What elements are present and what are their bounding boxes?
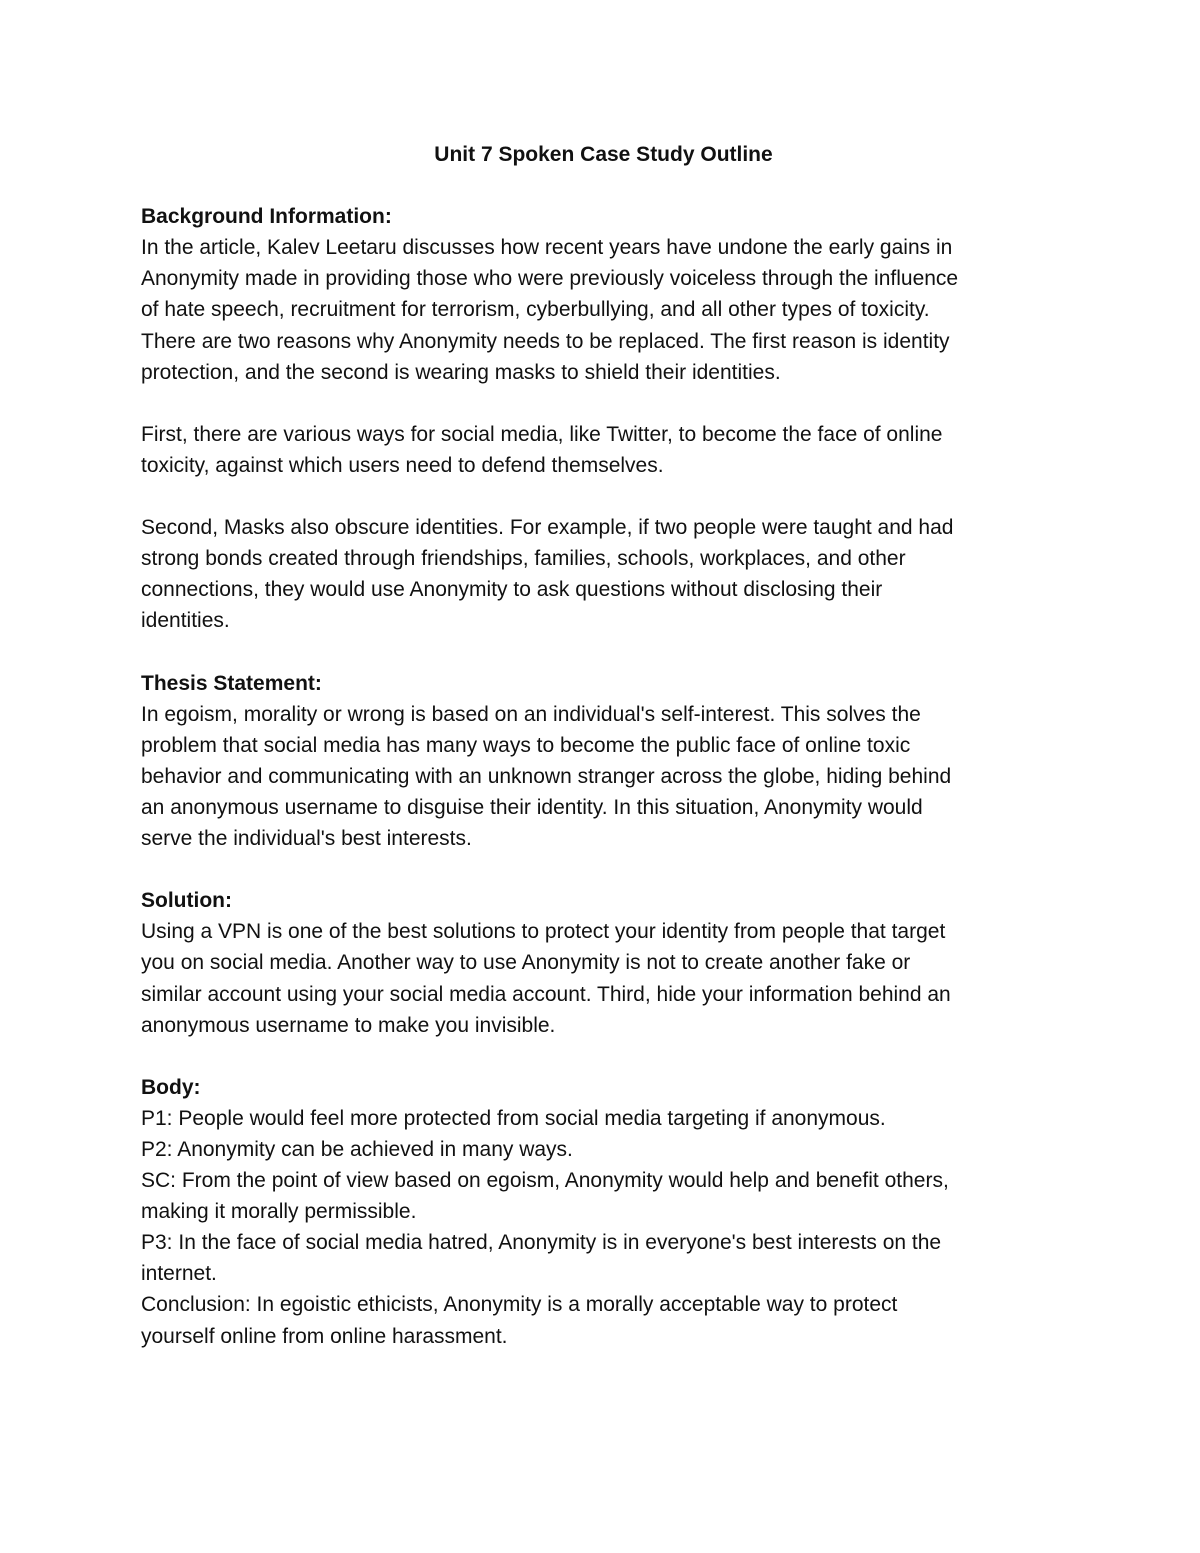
thesis-heading: Thesis Statement:	[141, 671, 322, 695]
background-paragraph-2	[141, 419, 1066, 481]
text-line: similar account using your social media account. Third, hide your information behind an	[141, 982, 951, 1006]
spacer	[141, 854, 1066, 885]
solution-heading: Solution:	[141, 889, 232, 913]
document-title: Unit 7 Spoken Case Study Outline	[434, 143, 773, 166]
text-line: Conclusion: In egoistic ethicists, Anonymity is a morally acceptable way to protect	[141, 1293, 898, 1317]
document-page	[141, 139, 1066, 1352]
text-line: of hate speech, recruitment for terrorism, cyberbullying, and all other types of toxicity.	[141, 298, 930, 322]
background-heading: Background Information:	[141, 205, 392, 229]
text-line: strong bonds created through friendships, families, schools, workplaces, and other	[141, 547, 906, 571]
text-line: problem that social media has many ways to become the public face of online toxic	[141, 733, 911, 757]
solution-paragraph	[141, 916, 1066, 1040]
text-line: you on social media. Another way to use Anonymity is not to create another fake or	[141, 951, 911, 975]
text-line: making it morally permissible.	[141, 1200, 417, 1224]
text-line: Using a VPN is one of the best solutions to protect your identity from people that target	[141, 920, 946, 944]
text-line: connections, they would use Anonymity to ask questions without disclosing their	[141, 578, 883, 602]
text-line: Anonymity made in providing those who were previously voiceless through the influence	[141, 267, 959, 291]
body-paragraph	[141, 1103, 1066, 1352]
text-line: SC: From the point of view based on egoism, Anonymity would help and benefit others,	[141, 1169, 949, 1193]
spacer	[141, 1041, 1066, 1072]
text-line: identities.	[141, 609, 230, 633]
text-line: Second, Masks also obscure identities. For example, if two people were taught and had	[141, 516, 954, 540]
text-line: P2: Anonymity can be achieved in many ways.	[141, 1138, 573, 1161]
background-paragraph-3	[141, 512, 1066, 636]
text-line: There are two reasons why Anonymity needs to be replaced. The first reason is identity	[141, 329, 950, 353]
text-line: yourself online from online harassment.	[141, 1324, 508, 1348]
spacer	[141, 637, 1066, 668]
text-line: P1: People would feel more protected from social media targeting if anonymous.	[141, 1106, 886, 1130]
text-line: toxicity, against which users need to defend themselves.	[141, 453, 664, 477]
text-line: protection, and the second is wearing masks to shield their identities.	[141, 360, 781, 384]
text-line: serve the individual's best interests.	[141, 827, 472, 851]
text-line: P3: In the face of social media hatred, Anonymity is in everyone's best interests on the	[141, 1231, 942, 1255]
text-line: In egoism, morality or wrong is based on an individual's self-interest. This solves the	[141, 702, 921, 726]
text-line: an anonymous username to disguise their identity. In this situation, Anonymity would	[141, 795, 923, 819]
spacer	[141, 388, 1066, 419]
text-line: anonymous username to make you invisible.	[141, 1013, 556, 1037]
background-paragraph-1	[141, 232, 1066, 387]
body-heading: Body:	[141, 1075, 201, 1099]
spacer	[141, 170, 1066, 201]
spacer	[141, 481, 1066, 512]
text-line: In the article, Kalev Leetaru discusses how recent years have undone the early gains in	[141, 236, 953, 260]
text-line: internet.	[141, 1262, 217, 1286]
text-line: behavior and communicating with an unknown stranger across the globe, hiding behind	[141, 764, 952, 788]
text-line: First, there are various ways for social media, like Twitter, to become the face of online	[141, 422, 943, 446]
thesis-paragraph	[141, 699, 1066, 854]
